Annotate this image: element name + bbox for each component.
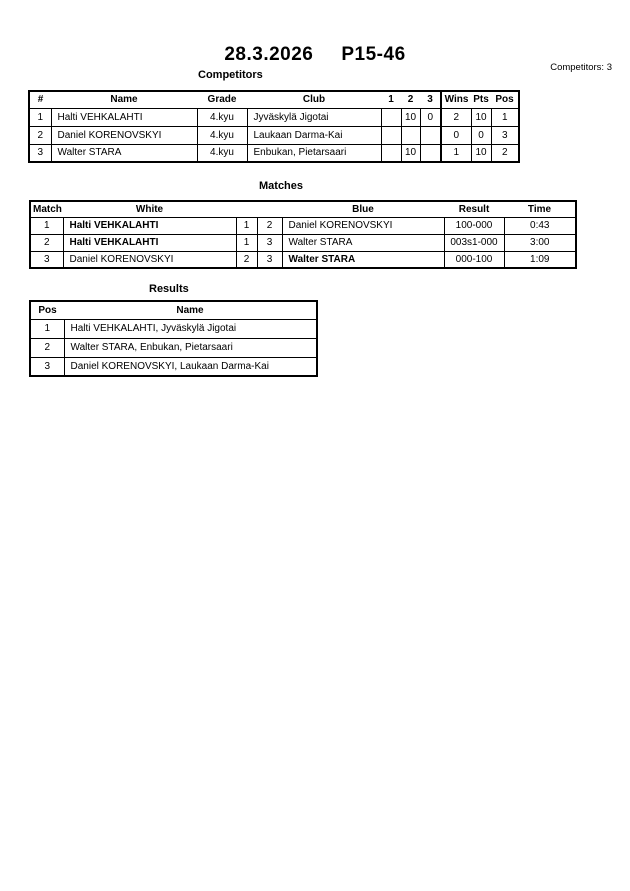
result-row [30, 338, 317, 357]
competitors-section-title: Competitors [198, 69, 263, 81]
score-vs-1 [381, 108, 401, 126]
result-name: Halti VEHKALAHTI, Jyväskylä Jigotai [64, 319, 317, 338]
white-player-number: 1 [236, 217, 257, 234]
competitor-wins: 1 [441, 144, 471, 162]
match-time: 3:00 [504, 234, 576, 251]
match-number: 3 [30, 251, 63, 268]
white-player-name: Halti VEHKALAHTI [63, 217, 236, 234]
competitor-name: Daniel KORENOVSKYI [51, 126, 197, 144]
competitor-grade: 4.kyu [197, 144, 247, 162]
match-row [30, 251, 576, 268]
matches-section-title: Matches [259, 180, 304, 192]
col-header-pos: Pos [38, 304, 57, 316]
score-vs-2: 10 [401, 108, 420, 126]
white-player-name: Halti VEHKALAHTI [63, 234, 236, 251]
competitor-club: Jyväskylä Jigotai [247, 108, 381, 126]
col-header-blue: Blue [352, 203, 374, 215]
competitor-pos: 1 [491, 108, 519, 126]
result-row [30, 357, 317, 376]
blue-player-number: 3 [257, 251, 282, 268]
col-header-opp3: 3 [427, 94, 433, 106]
competitors-table [28, 90, 520, 163]
title-category: P15-46 [341, 44, 406, 65]
result-row [30, 319, 317, 338]
match-row [30, 217, 576, 234]
col-header-number: # [37, 94, 44, 106]
col-header-name: Name [176, 304, 204, 316]
competitor-number: 2 [29, 126, 51, 144]
competitor-wins: 2 [441, 108, 471, 126]
match-number: 2 [30, 234, 63, 251]
competitor-pos: 3 [491, 126, 519, 144]
competitor-club: Laukaan Darma-Kai [247, 126, 381, 144]
matches-table [29, 200, 577, 269]
match-time: 0:43 [504, 217, 576, 234]
col-header-match: Match [33, 203, 62, 215]
results-table [29, 300, 318, 377]
competitors-count-label: Competitors: 3 [550, 62, 612, 73]
match-number: 1 [30, 217, 63, 234]
blue-player-name: Daniel KORENOVSKYI [282, 217, 444, 234]
matches-header-row [30, 201, 576, 217]
competitor-wins: 0 [441, 126, 471, 144]
result-pos: 3 [30, 357, 64, 376]
col-header-pos: Pos [495, 94, 514, 106]
result-name: Walter STARA, Enbukan, Pietarsaari [64, 338, 317, 357]
competitor-grade: 4.kyu [197, 108, 247, 126]
match-result: 100-000 [444, 217, 504, 234]
score-vs-3 [420, 144, 441, 162]
white-player-name: Daniel KORENOVSKYI [63, 251, 236, 268]
score-vs-1 [381, 126, 401, 144]
match-row [30, 234, 576, 251]
results-section-title: Results [149, 283, 189, 295]
col-header-name: Name [110, 94, 138, 106]
competitor-row [29, 108, 519, 126]
white-player-number: 2 [236, 251, 257, 268]
title-date: 28.3.2026 [224, 44, 314, 65]
white-player-number: 1 [236, 234, 257, 251]
col-header-white: White [135, 203, 164, 215]
blue-player-name: Walter STARA [282, 234, 444, 251]
col-header-result: Result [458, 203, 490, 215]
competitor-number: 1 [29, 108, 51, 126]
result-pos: 1 [30, 319, 64, 338]
blue-player-number: 2 [257, 217, 282, 234]
col-header-club: Club [302, 94, 326, 106]
match-result: 000-100 [444, 251, 504, 268]
competitor-name: Walter STARA [51, 144, 197, 162]
competitor-club: Enbukan, Pietarsaari [247, 144, 381, 162]
competitors-header-row [29, 91, 519, 108]
col-header-white-num [236, 201, 257, 217]
results-header-row [30, 301, 317, 319]
score-vs-3: 0 [420, 108, 441, 126]
score-vs-3 [420, 126, 441, 144]
competitor-grade: 4.kyu [197, 126, 247, 144]
col-header-blue-num [257, 201, 282, 217]
result-pos: 2 [30, 338, 64, 357]
score-vs-2: 10 [401, 144, 420, 162]
competitor-pts: 0 [471, 126, 491, 144]
score-vs-1 [381, 144, 401, 162]
match-time: 1:09 [504, 251, 576, 268]
result-name: Daniel KORENOVSKYI, Laukaan Darma-Kai [64, 357, 317, 376]
competitor-pts: 10 [471, 144, 491, 162]
page-title [0, 44, 630, 66]
competitor-pts: 10 [471, 108, 491, 126]
match-result: 003s1-000 [444, 234, 504, 251]
competitor-number: 3 [29, 144, 51, 162]
blue-player-name: Walter STARA [282, 251, 444, 268]
col-header-wins: Wins [441, 91, 471, 108]
competitor-row [29, 126, 519, 144]
competitor-row [29, 144, 519, 162]
col-header-opp2: 2 [407, 94, 414, 106]
col-header-grade: Grade [207, 94, 237, 106]
blue-player-number: 3 [257, 234, 282, 251]
col-header-pts: Pts [473, 94, 489, 106]
competitor-pos: 2 [491, 144, 519, 162]
col-header-opp1: 1 [388, 94, 394, 106]
score-vs-2 [401, 126, 420, 144]
col-header-time: Time [527, 203, 552, 215]
competitor-name: Halti VEHKALAHTI [51, 108, 197, 126]
